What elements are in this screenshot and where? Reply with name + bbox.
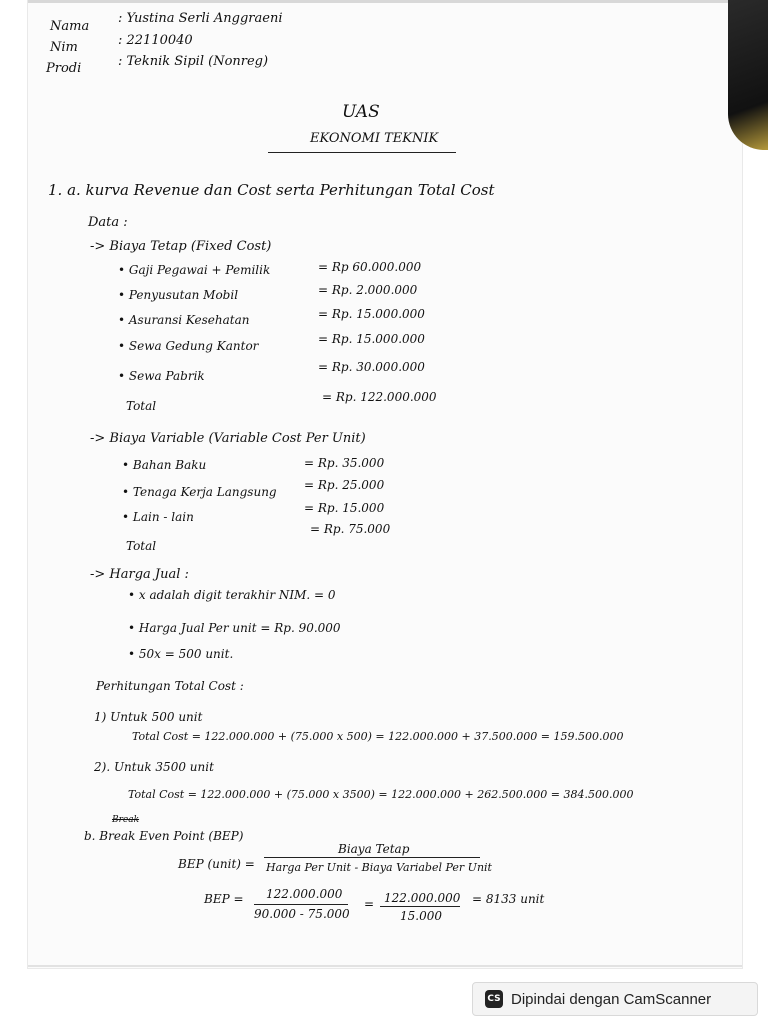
fixed-cost-title: -> Biaya Tetap (Fixed Cost) xyxy=(90,239,272,254)
nama-value: : Yustina Serli Anggraeni xyxy=(118,11,283,26)
bep-den3: 15.000 xyxy=(400,909,442,923)
struck-word: Break xyxy=(112,815,140,825)
bep-label: BEP (unit) = xyxy=(178,857,255,871)
q1b-heading: b. Break Even Point (BEP) xyxy=(84,829,244,843)
fixed-item-label: • Sewa Pabrik xyxy=(118,369,205,383)
fixed-item-value: = Rp. 2.000.000 xyxy=(318,283,418,297)
scan-edge-bottom xyxy=(28,965,742,967)
fixed-item-value: = Rp. 15.000.000 xyxy=(318,332,425,346)
variable-item-label: • Bahan Baku xyxy=(122,458,207,472)
nim-label: Nim xyxy=(50,40,78,55)
camscanner-text: Dipindai dengan CamScanner xyxy=(511,990,712,1008)
title-main: UAS xyxy=(342,102,380,122)
calc-part2-line: Total Cost = 122.000.000 + (75.000 x 3500) = 122.000.000 + 262.500.000 = 384.500.000 xyxy=(128,788,634,801)
bep-equals: = xyxy=(364,897,375,911)
calc-part2-label: 2). Untuk 3500 unit xyxy=(94,760,214,774)
price-line-3: • 50x = 500 unit. xyxy=(128,647,234,661)
scan-edge-top xyxy=(28,0,742,3)
fixed-total-value: = Rp. 122.000.000 xyxy=(322,390,437,404)
fixed-item-label: • Penyusutan Mobil xyxy=(118,288,239,302)
bep-fraction-line-2 xyxy=(254,904,348,905)
bep-fraction-line-3 xyxy=(380,906,460,907)
fixed-item-label: • Asuransi Kesehatan xyxy=(118,313,250,327)
fixed-total-label: Total xyxy=(126,399,157,413)
bep-fraction-line xyxy=(264,857,480,858)
calc-part1-label: 1) Untuk 500 unit xyxy=(94,710,203,724)
fixed-item-label: • Gaji Pegawai + Pemilik xyxy=(118,263,271,277)
variable-item-value: = Rp. 35.000 xyxy=(304,456,385,470)
title-sub: EKONOMI TEKNIK xyxy=(310,131,439,146)
fixed-item-value: = Rp. 30.000.000 xyxy=(318,360,425,374)
prodi-value: : Teknik Sipil (Nonreg) xyxy=(118,54,269,69)
data-label: Data : xyxy=(88,215,128,230)
price-line-2: • Harga Jual Per unit = Rp. 90.000 xyxy=(128,621,341,635)
bep-denominator: Harga Per Unit - Biaya Variabel Per Unit xyxy=(266,861,492,874)
prodi-label: Prodi xyxy=(46,61,82,76)
price-line-1: • x adalah digit terakhir NIM. = 0 xyxy=(128,588,336,602)
fixed-item-label: • Sewa Gedung Kantor xyxy=(118,339,259,353)
variable-item-value: = Rp. 25.000 xyxy=(304,478,385,492)
nim-value: : 22110040 xyxy=(118,33,193,48)
fixed-item-value: = Rp. 15.000.000 xyxy=(318,307,425,321)
variable-item-label: • Lain - lain xyxy=(122,510,194,524)
fixed-item-value: = Rp 60.000.000 xyxy=(318,260,422,274)
nama-label: Nama xyxy=(50,19,90,34)
bep-result: = 8133 unit xyxy=(472,892,545,906)
calc-part1-line: Total Cost = 122.000.000 + (75.000 x 500) = 122.000.000 + 37.500.000 = 159.500.000 xyxy=(132,730,624,743)
variable-cost-title: -> Biaya Variable (Variable Cost Per Unit) xyxy=(90,431,366,446)
bep-calc-label: BEP = xyxy=(204,892,244,906)
bep-num3: 122.000.000 xyxy=(384,891,461,905)
bep-numerator: Biaya Tetap xyxy=(338,842,410,856)
variable-item-label: • Tenaga Kerja Langsung xyxy=(122,485,277,499)
price-title: -> Harga Jual : xyxy=(90,567,189,582)
q1a-heading: 1. a. kurva Revenue dan Cost serta Perhitungan Total Cost xyxy=(48,181,495,199)
camscanner-watermark xyxy=(472,982,758,1016)
bep-den2: 90.000 - 75.000 xyxy=(254,907,350,921)
variable-total-label: Total xyxy=(126,539,157,553)
variable-total-value: = Rp. 75.000 xyxy=(310,522,391,536)
calc-title: Perhitungan Total Cost : xyxy=(96,679,244,693)
title-underline xyxy=(268,152,456,153)
variable-item-value: = Rp. 15.000 xyxy=(304,501,385,515)
bep-num2: 122.000.000 xyxy=(266,887,343,901)
scan-corner-shadow xyxy=(728,0,768,150)
scanned-page xyxy=(28,0,742,968)
camscanner-logo-icon: CS xyxy=(485,990,503,1008)
